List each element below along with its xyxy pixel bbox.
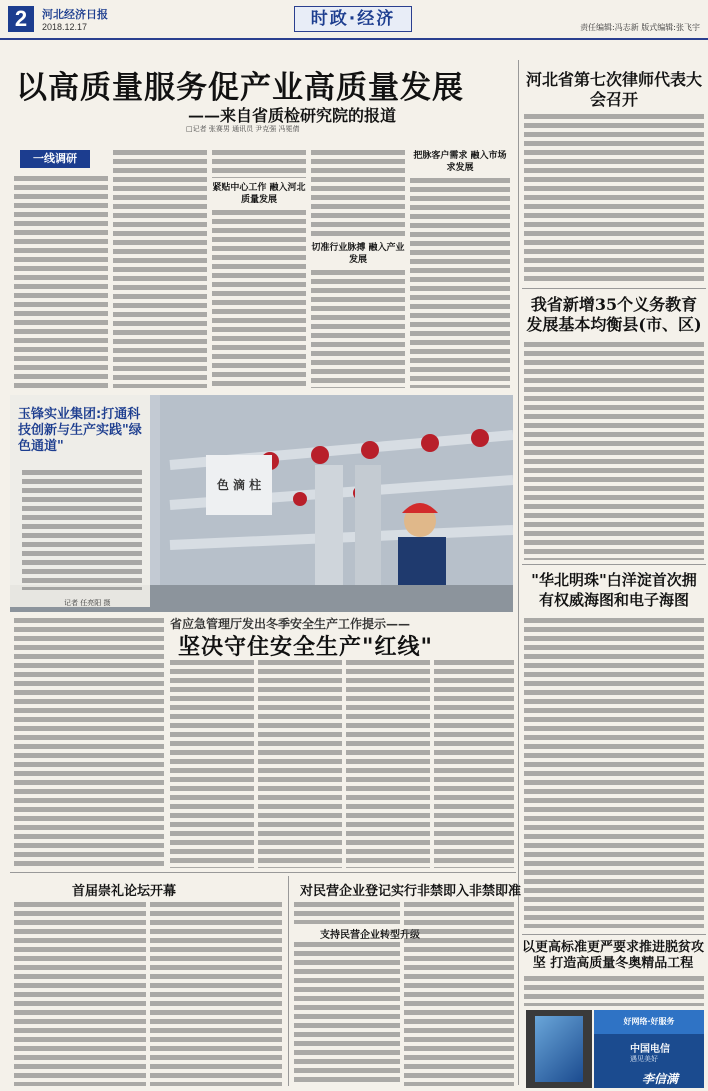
lead-text-col-4a bbox=[311, 150, 405, 238]
ad-signature: 李信满 bbox=[642, 1072, 679, 1086]
lead-subhead-1: 紧贴中心工作 融入河北质量发展 bbox=[212, 183, 306, 205]
education-text bbox=[524, 342, 704, 560]
frontline-tag: 一线调研 bbox=[20, 150, 90, 168]
lawyers-congress-text bbox=[524, 114, 704, 284]
lawyers-congress-headline: 河北省第七次律师代表大会召开 bbox=[525, 70, 702, 109]
page-header bbox=[0, 0, 708, 40]
ad-subtitle: 遇见美好 bbox=[630, 1055, 658, 1063]
right-rule-1 bbox=[522, 288, 706, 289]
issue-date: 2018.12.17 bbox=[42, 22, 88, 32]
bottom-column-rule bbox=[288, 876, 289, 1086]
education-headline: 我省新增35个义务教育发展基本均衡县(市、区) bbox=[526, 295, 702, 334]
right-rule-3 bbox=[522, 934, 706, 935]
chongli-text-col-1 bbox=[14, 902, 146, 1086]
company-feature-title: 玉锋实业集团:打通科技创新与生产实践"绿色通道" bbox=[18, 407, 142, 454]
section-title: 时政·经济 bbox=[294, 6, 412, 32]
right-rule-2 bbox=[522, 564, 706, 565]
telecom-ad bbox=[594, 1010, 704, 1088]
lead-text-col-2 bbox=[113, 150, 207, 388]
lead-subheadline: ——来自省质检研究院的报道 bbox=[188, 106, 397, 125]
lead-subhead-3: 把脉客户需求 融入市场求发展 bbox=[413, 151, 507, 173]
paper-name: 河北经济日报 bbox=[42, 9, 108, 21]
safety-headline: 坚决守住安全生产"红线" bbox=[178, 634, 433, 660]
lead-byline: □记者 张赛男 通讯员 尹克强 冯冕倩 bbox=[186, 125, 300, 133]
poverty-olympics-headline: 以更高标准更严要求推进脱贫攻坚 打造高质量冬奥精品工程 bbox=[521, 940, 704, 971]
lead-headline: 以高质量服务促产业高质量发展 bbox=[16, 70, 464, 106]
company-feature-text bbox=[22, 470, 142, 590]
chongli-text-col-2 bbox=[150, 902, 282, 1086]
lead-text-col-4b bbox=[311, 270, 405, 388]
safety-text-col-4 bbox=[434, 660, 514, 868]
private-enterprise-text-a bbox=[294, 902, 400, 924]
ad-brand: 中国电信 bbox=[630, 1044, 670, 1055]
chongli-forum-headline: 首届崇礼论坛开幕 bbox=[72, 884, 177, 899]
lead-text-col-5 bbox=[410, 178, 510, 388]
ad-phone-screen bbox=[535, 1016, 583, 1082]
lead-subhead-2: 切准行业脉搏 融入产业发展 bbox=[311, 243, 405, 265]
lead-text-col-3b bbox=[212, 210, 306, 388]
photo-credit: 记者 任亮阳 摄 bbox=[64, 599, 111, 607]
bottom-rule bbox=[10, 872, 516, 873]
private-enterprise-subhead: 支持民营企业转型升级 bbox=[320, 930, 420, 941]
lead-text-col-3a bbox=[212, 150, 306, 178]
editor-credits: 责任编辑:冯志新 版式编辑:张飞宇 bbox=[580, 23, 700, 32]
safety-text-col-3 bbox=[346, 660, 430, 868]
page-number: 2 bbox=[8, 6, 34, 32]
safety-subheadline: 省应急管理厅发出冬季安全生产工作提示—— bbox=[170, 617, 411, 631]
safety-text-col-2 bbox=[258, 660, 342, 868]
baiyangdian-headline: "华北明珠"白洋淀首次拥有权威海图和电子海图 bbox=[531, 571, 697, 609]
right-column-rule bbox=[518, 60, 519, 1085]
private-enterprise-headline: 对民营企业登记实行非禁即入非禁即准 bbox=[300, 884, 522, 899]
left-story-text bbox=[14, 618, 164, 868]
poverty-olympics-text bbox=[524, 976, 704, 1006]
private-enterprise-text-col-1 bbox=[294, 942, 400, 1086]
private-enterprise-text-col-2 bbox=[404, 902, 514, 1086]
baiyangdian-text bbox=[524, 618, 704, 928]
safety-text-col-1 bbox=[170, 660, 254, 868]
lead-text-col-1 bbox=[14, 176, 108, 388]
ad-slogan: 好网络·好服务 bbox=[594, 1010, 704, 1034]
photo-sign: 色 滴 柱 bbox=[216, 478, 262, 492]
